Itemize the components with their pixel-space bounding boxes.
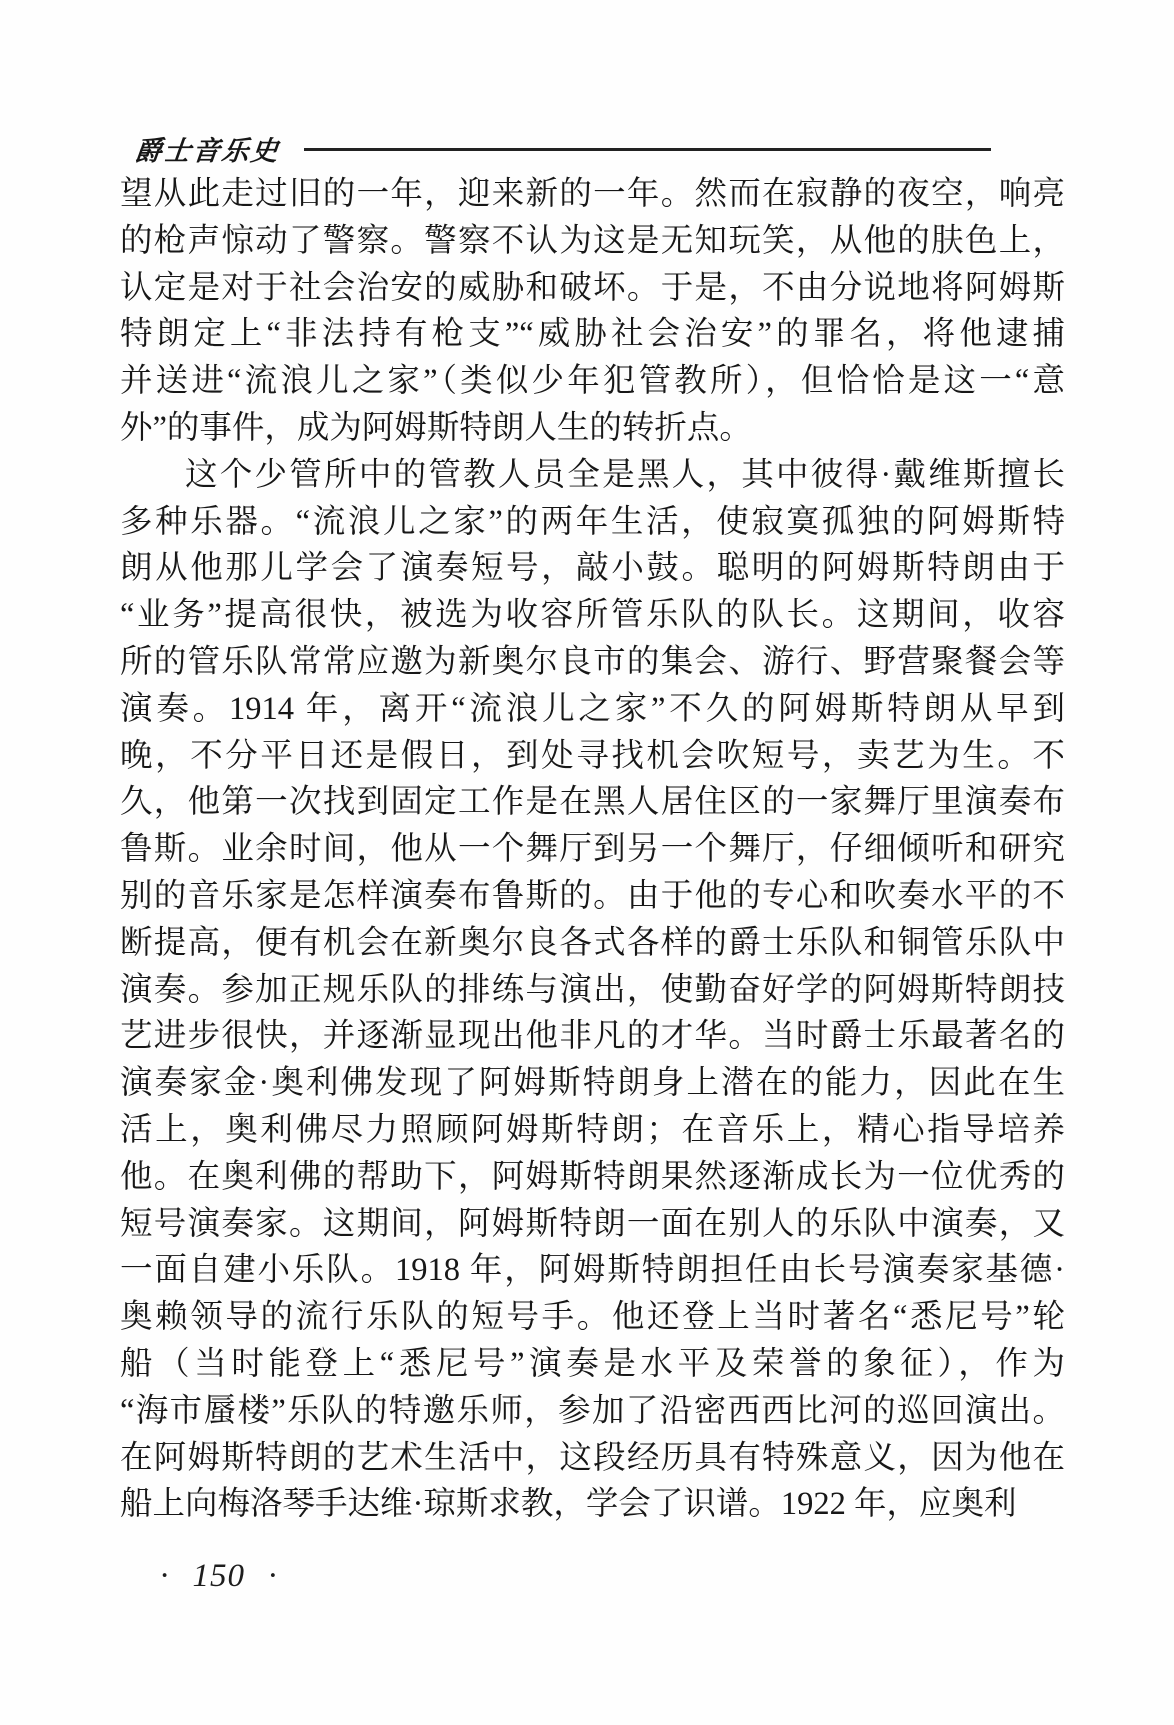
text-line: 多种乐器。“流浪儿之家”的两年生活，使寂寞孤独的阿姆斯特 — [120, 503, 1065, 540]
text-line: 朗从他那儿学会了演奏短号，敲小鼓。聪明的阿姆斯特朗由于 — [120, 550, 1065, 587]
text-line: 断提高，便有机会在新奥尔良各式各样的爵士乐队和铜管乐队中 — [120, 924, 1065, 961]
text-line: 一面自建小乐队。1918 年，阿姆斯特朗担任由长号演奏家基德· — [120, 1252, 1065, 1289]
page-footer — [160, 1558, 278, 1595]
text-line: 艺进步很快，并逐渐显现出他非凡的才华。当时爵士乐最著名的 — [120, 1018, 1065, 1055]
text-line: 船（当时能登上“悉尼号”演奏是水平及荣誉的象征），作为 — [120, 1345, 1065, 1382]
text-line: 特朗定上“非法持有枪支”“威胁社会治安”的罪名，将他逮捕 — [120, 316, 1065, 353]
header-rule — [304, 148, 991, 151]
text-line: 船上向梅洛琴手达维·琼斯求教，学会了识谱。1922 年，应奥利 — [120, 1486, 1017, 1523]
text-line: “业务”提高很快，被选为收容所管乐队的队长。这期间，收容 — [120, 597, 1065, 634]
text-line: 活上，奥利佛尽力照顾阿姆斯特朗；在音乐上，精心指导培养 — [120, 1111, 1065, 1148]
text-line: 久，他第一次找到固定工作是在黑人居住区的一家舞厅里演奏布 — [120, 784, 1065, 821]
text-line: 并送进“流浪儿之家”（类似少年犯管教所），但恰恰是这一“意 — [120, 363, 1065, 400]
page-number: · 150 · — [160, 1558, 278, 1594]
page-header — [135, 128, 991, 168]
running-head-title: 爵士音乐史 — [133, 135, 282, 166]
text-line: 这个少管所中的管教人员全是黑人，其中彼得·戴维斯擅长 — [185, 456, 1065, 493]
text-line: 鲁斯。业余时间，他从一个舞厅到另一个舞厅，仔细倾听和研究 — [120, 831, 1065, 868]
body-text — [120, 171, 1065, 1528]
text-line: 望从此走过旧的一年，迎来新的一年。然而在寂静的夜空，响亮 — [120, 176, 1065, 212]
text-line: 认定是对于社会治安的威胁和破坏。于是，不由分说地将阿姆斯 — [120, 269, 1065, 306]
text-line: 晚，不分平日还是假日，到处寻找机会吹短号，卖艺为生。不 — [120, 737, 1065, 774]
text-line: 在阿姆斯特朗的艺术生活中，这段经历具有特殊意义，因为他在 — [120, 1439, 1065, 1476]
text-line: 所的管乐队常常应邀为新奥尔良市的集会、游行、野营聚餐会等 — [120, 643, 1065, 680]
text-line: 演奏。参加正规乐队的排练与演出，使勤奋好学的阿姆斯特朗技 — [120, 971, 1065, 1008]
text-line: 的枪声惊动了警察。警察不认为这是无知玩笑，从他的肤色上， — [120, 222, 1065, 259]
text-line: 别的音乐家是怎样演奏布鲁斯的。由于他的专心和吹奏水平的不 — [120, 877, 1065, 914]
text-line: 奥赖领导的流行乐队的短号手。他还登上当时著名“悉尼号”轮 — [120, 1299, 1065, 1336]
text-line: 演奏家金·奥利佛发现了阿姆斯特朗身上潜在的能力，因此在生 — [120, 1065, 1065, 1102]
text-line: 短号演奏家。这期间，阿姆斯特朗一面在别人的乐队中演奏，又 — [120, 1205, 1065, 1242]
text-line: “海市蜃楼”乐队的特邀乐师，参加了沿密西西比河的巡回演出。 — [120, 1392, 1065, 1429]
text-line: 他。在奥利佛的帮助下，阿姆斯特朗果然逐渐成长为一位优秀的 — [120, 1158, 1065, 1195]
text-line: 外”的事件，成为阿姆斯特朗人生的转折点。 — [120, 409, 752, 446]
text-line: 演奏。1914 年，离开“流浪儿之家”不久的阿姆斯特朗从早到 — [120, 690, 1065, 727]
